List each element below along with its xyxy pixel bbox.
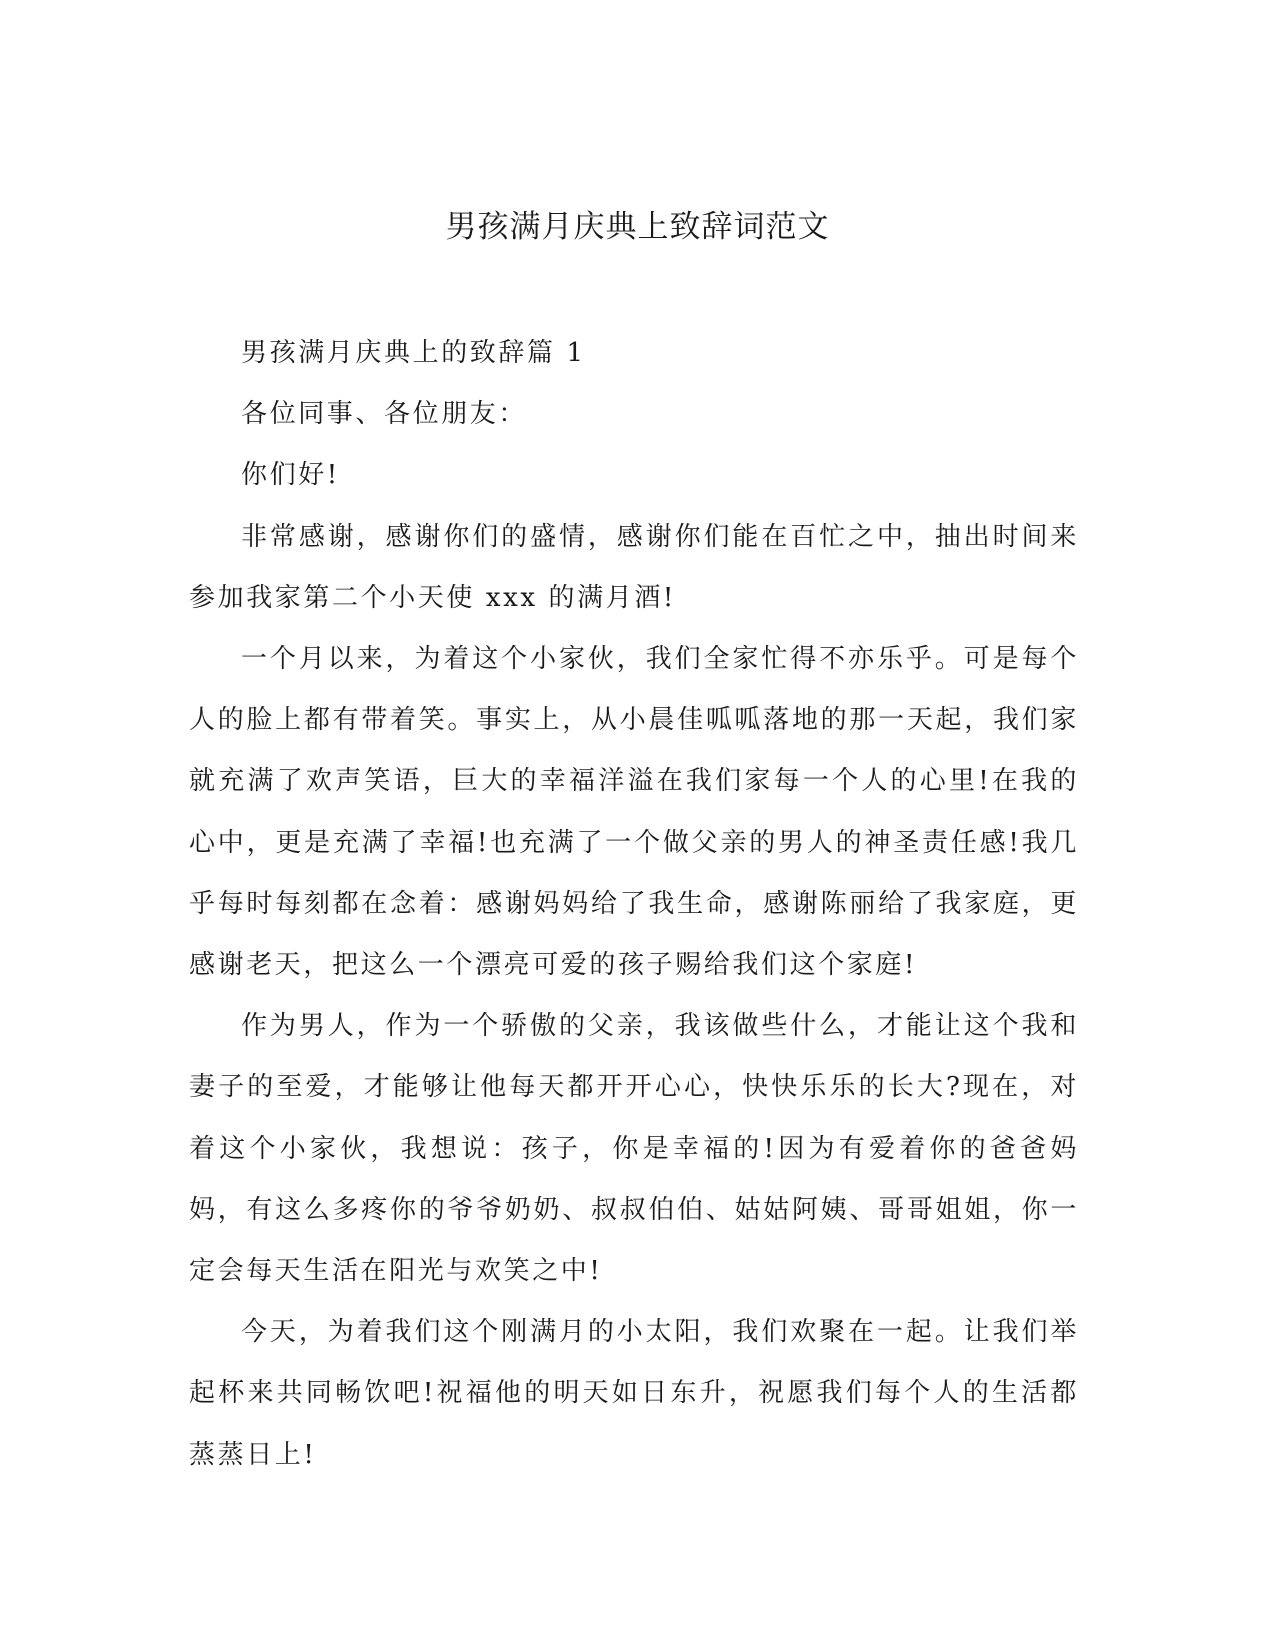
body-paragraph: 一个月以来，为着这个小家伙，我们全家忙得不亦乐乎。可是每个人的脸上都有带着笑。事实上，从小晨佳呱呱落地的那一天起，我们家就充满了欢声笑语，巨大的幸福洋溢在我们家每一个人的心里!在我的心中，更是充满了幸福!也充满了一个做父亲的男人的神圣责任感!我几乎每时每刻都在念着：感谢妈妈给了我生命，感谢陈丽给了我家庭，更感谢老天，把这么一个漂亮可爱的孩子赐给我们这个家庭! <box>189 644 1079 981</box>
greeting: 你们好! <box>241 460 340 491</box>
salutation: 各位同事、各位朋友： <box>241 399 528 430</box>
section-heading: 男孩满月庆典上的致辞篇 1 <box>241 338 586 368</box>
body-paragraph: 非常感谢，感谢你们的盛情，感谢你们能在百忙之中，抽出时间来参加我家第二个小天使 xxx 的满月酒! <box>189 521 1079 613</box>
body-paragraph: 今天，为着我们这个刚满月的小太阳，我们欢聚在一起。让我们举起杯来共同畅饮吧!祝福他的明天如日东升，祝愿我们每个人的生活都蒸蒸日上! <box>189 1317 1079 1470</box>
body-paragraph: 作为男人，作为一个骄傲的父亲，我该做些什么，才能让这个我和妻子的至爱，才能够让他每天都开开心心，快快乐乐的长大?现在，对着这个小家伙，我想说：孩子，你是幸福的!因为有爱着你的爸爸妈妈，有这么多疼你的爷爷奶奶、叔叔伯伯、姑姑阿姨、哥哥姐姐，你一定会每天生活在阳光与欢笑之中! <box>189 1011 1079 1287</box>
document-title: 男孩满月庆典上致辞词范文 <box>445 209 830 245</box>
document-body <box>189 323 1079 1486</box>
